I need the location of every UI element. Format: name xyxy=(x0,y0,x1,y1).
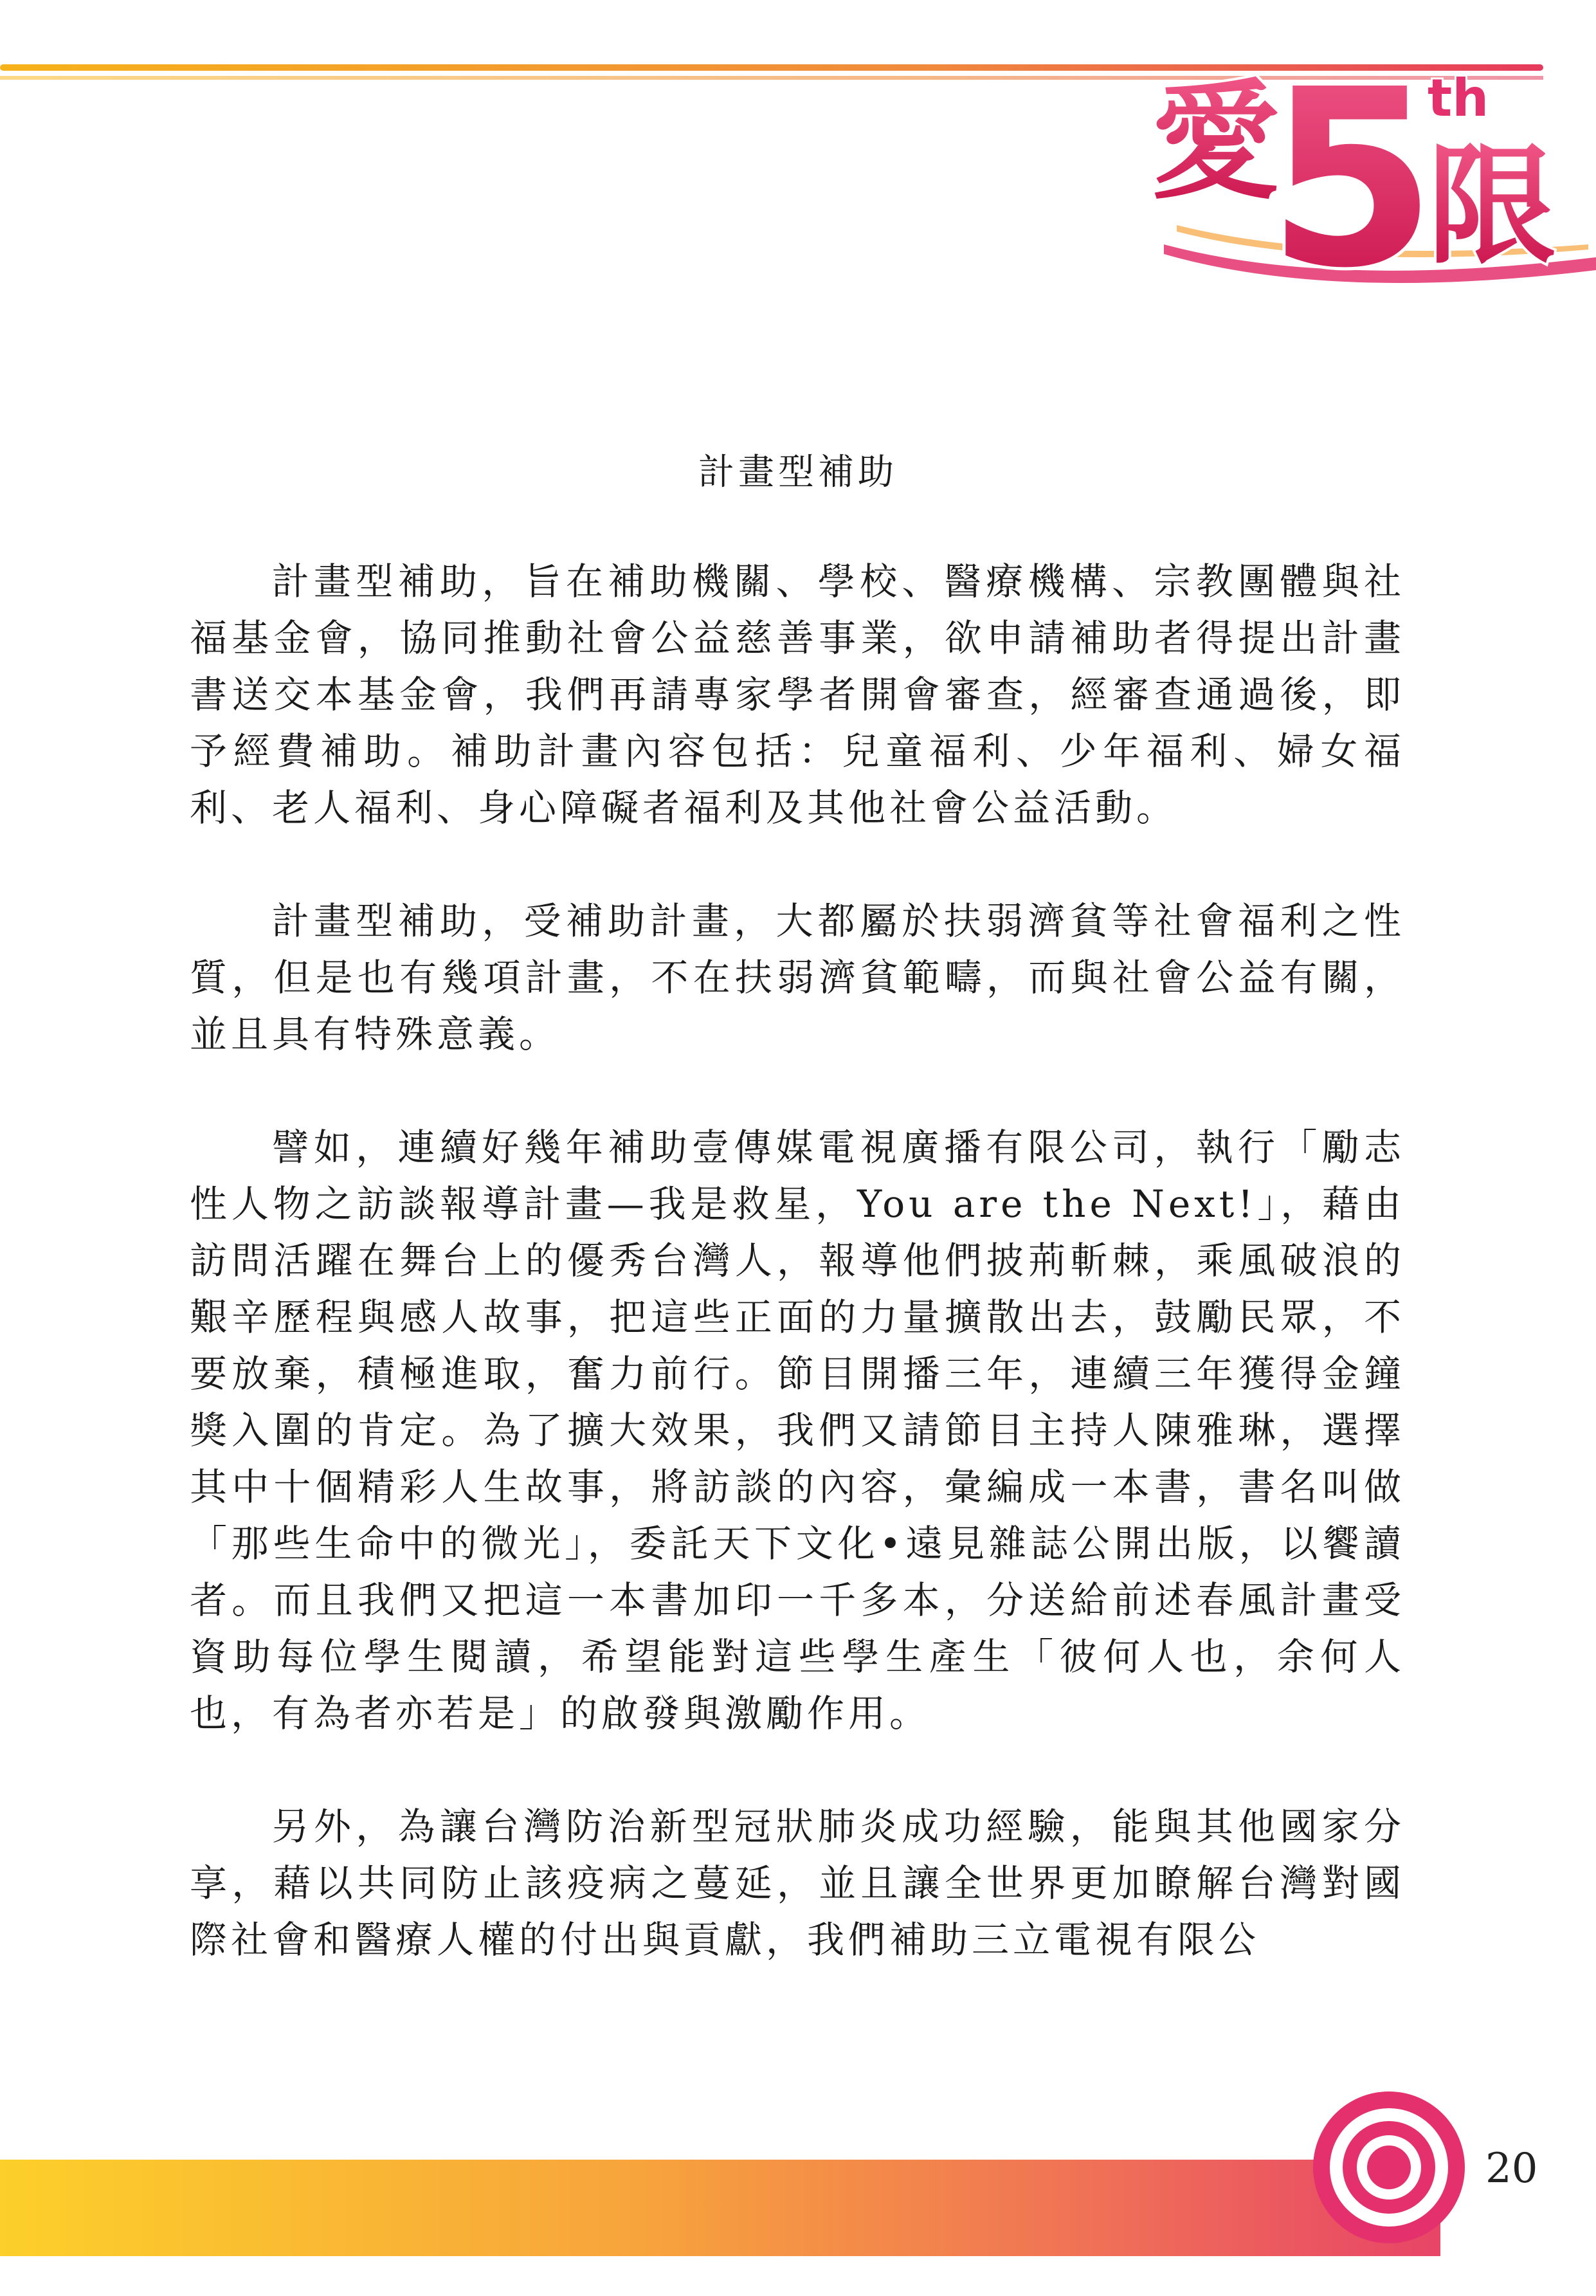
paragraph-1: 計畫型補助，旨在補助機關、學校、醫療機構、宗教團體與社福基金會，協同推動社會公益慈善事業，欲申請補助者得提出計畫書送交本基金會，我們再請專家學者開會審查，經審查通過後，即予經費補助。補助計畫內容包括：兒童福利、少年福利、婦女福利、老人福利、身心障礙者福利及其他社會公益活動。 xyxy=(190,560,1405,830)
paragraph-3: 譬如，連續好幾年補助壹傳媒電視廣播有限公司，執行「勵志性人物之訪談報導計畫—我是救星，You are the Next!」，藉由訪問活躍在舞台上的優秀台灣人，報導他們披荊斬棘，乘風破浪的艱辛歷程與感人故事，把這些正面的力量擴散出去，鼓勵民眾，不要放棄，積極進取，奮力前行。節目開播三年，連續三年獲得金鐘獎入圍的肯定。為了擴大效果，我們又請節目主持人陳雅琳，選擇其中十個精彩人生故事，將訪談的內容，彙編成一本書，書名叫做「那些生命中的微光」，委託天下文化•遠見雜誌公開出版，以饗讀者。而且我們又把這一本書加印一千多本，分送給前述春風計畫受資助每位學生閱讀，希望能對這些學生產生「彼何人也，余何人也，有為者亦若是」的啟發與激勵作用。 xyxy=(190,1125,1405,1735)
logo-char-limit: 限 xyxy=(1428,132,1557,282)
logo-char-love: 愛 xyxy=(1151,68,1280,217)
document-body xyxy=(190,553,1405,2025)
paragraph-4: 另外，為讓台灣防治新型冠狀肺炎成功經驗，能與其他國家分享，藉以共同防止該疫病之蔓延，並且讓全世界更加瞭解台灣對國際社會和醫療人權的付出與貢獻，我們補助三立電視有限公 xyxy=(190,1805,1405,1962)
paragraph-2: 計畫型補助，受補助計畫，大都屬於扶弱濟貧等社會福利之性質，但是也有幾項計畫，不在扶弱濟貧範疇，而與社會公益有關，並且具有特殊意義。 xyxy=(190,899,1405,1056)
logo-th: th xyxy=(1428,68,1489,128)
page-title: 計畫型補助 xyxy=(698,451,898,493)
target-circle-icon xyxy=(1312,2090,1466,2245)
logo xyxy=(1138,32,1596,302)
page-number: 20 xyxy=(1485,2145,1538,2192)
logo-number: 5 xyxy=(1267,37,1437,302)
